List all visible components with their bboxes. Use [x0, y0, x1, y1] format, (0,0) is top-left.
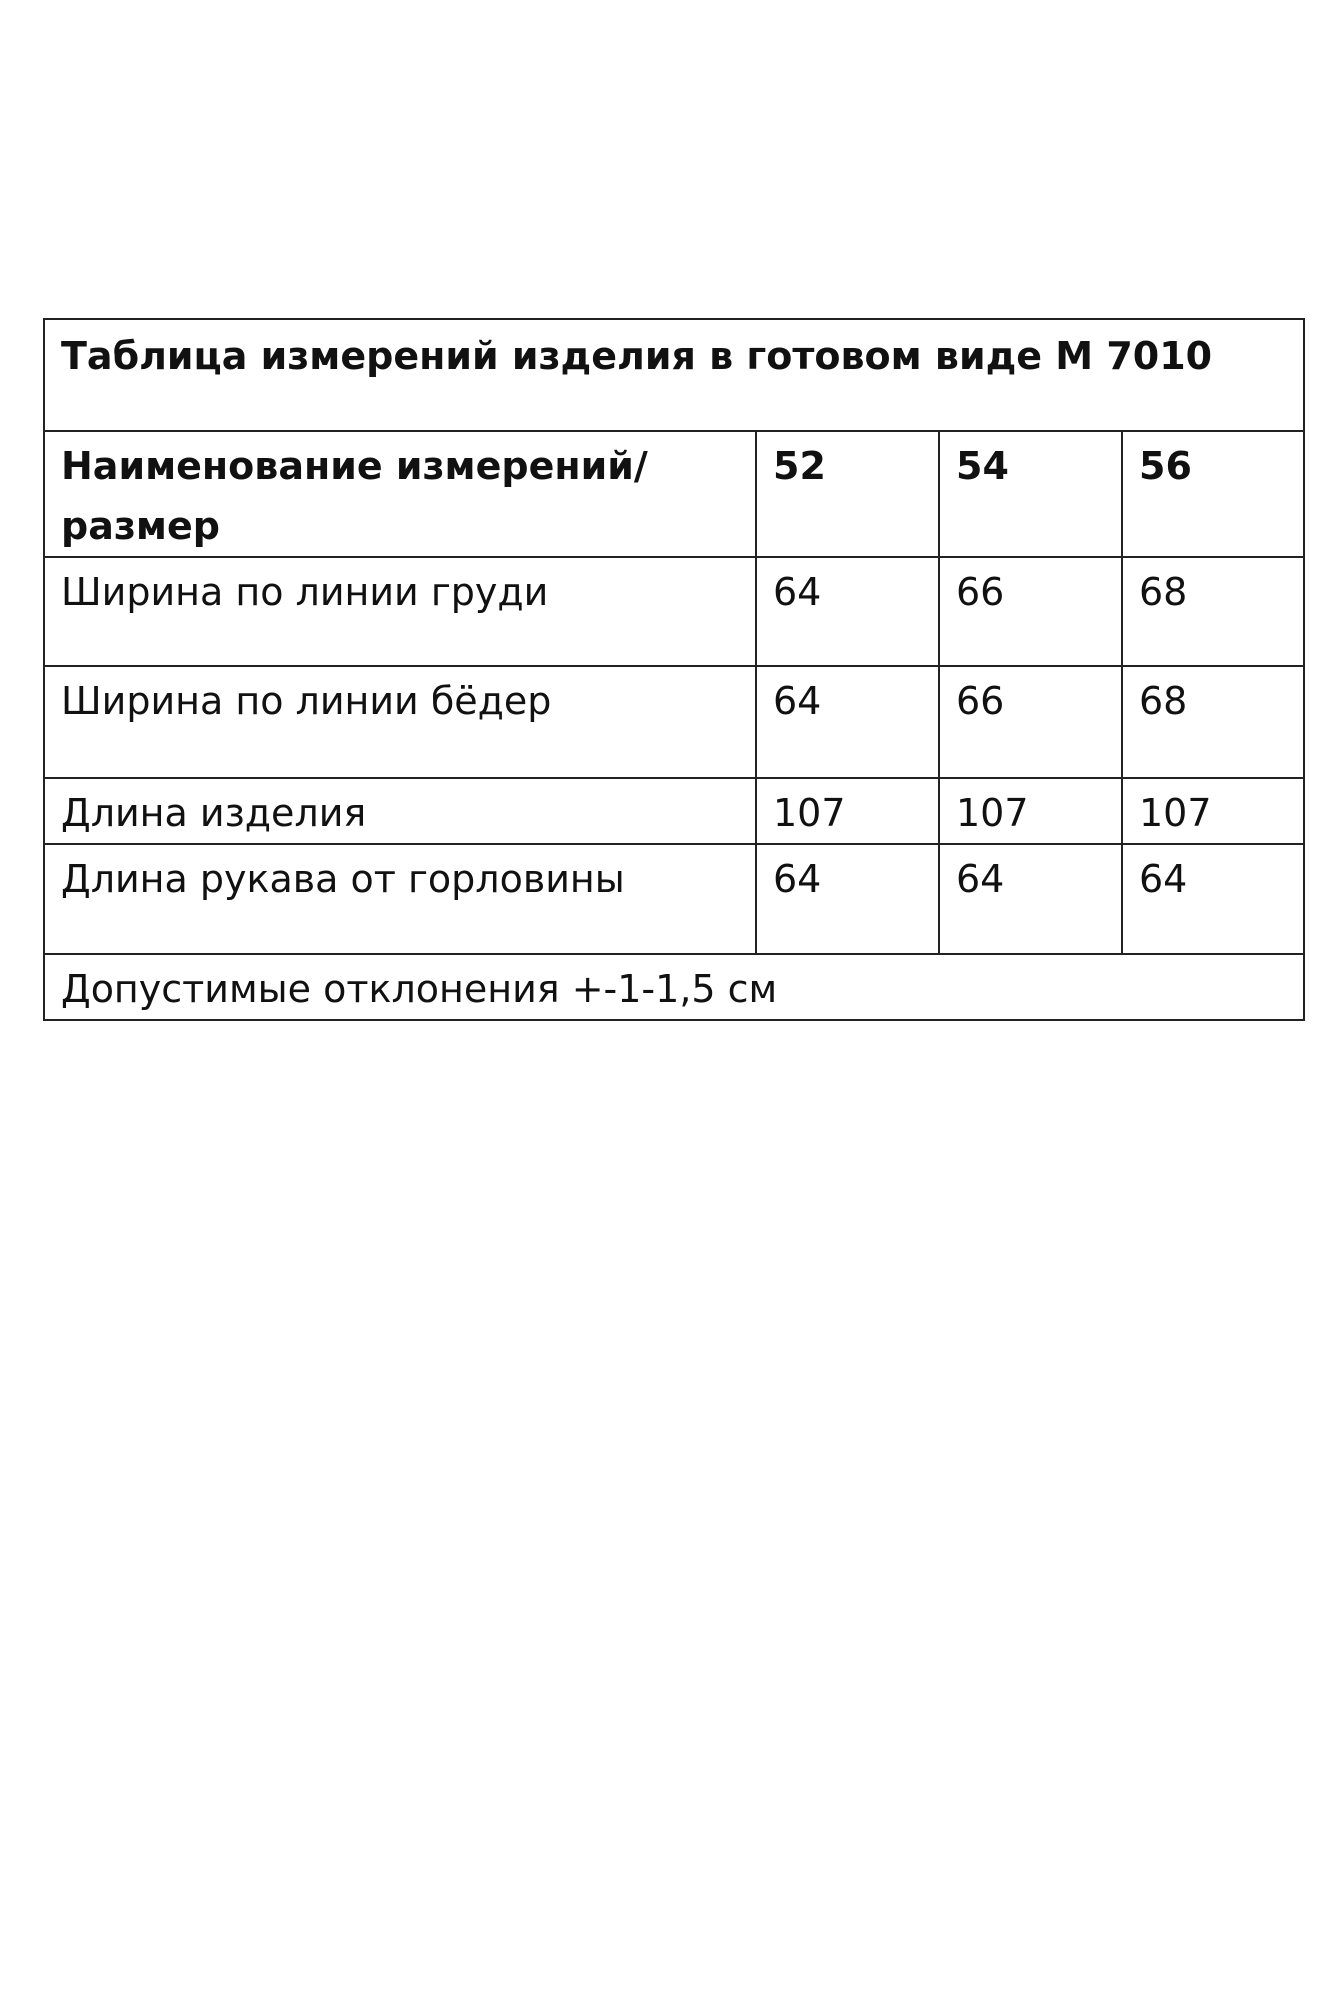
row-value: 107: [756, 778, 939, 844]
row-value: 64: [939, 844, 1122, 954]
table-row-garment-length: [44, 778, 1304, 844]
header-size-52: 52: [756, 431, 939, 557]
header-size-56: 56: [1122, 431, 1304, 557]
table-header-row: [44, 431, 1304, 557]
row-value: 64: [756, 666, 939, 778]
row-value: 68: [1122, 666, 1304, 778]
row-value: 66: [939, 666, 1122, 778]
header-size-54: 54: [939, 431, 1122, 557]
row-value: 107: [939, 778, 1122, 844]
row-value: 107: [1122, 778, 1304, 844]
row-value: 68: [1122, 557, 1304, 666]
header-name-column: Наименование измерений/размер: [44, 431, 756, 557]
row-value: 64: [1122, 844, 1304, 954]
table-row-sleeve-length: [44, 844, 1304, 954]
table-row-hip-width: [44, 666, 1304, 778]
row-label: Ширина по линии груди: [44, 557, 756, 666]
row-label: Длина изделия: [44, 778, 756, 844]
row-value: 64: [756, 844, 939, 954]
row-label: Длина рукава от горловины: [44, 844, 756, 954]
table-row-chest-width: [44, 557, 1304, 666]
table-title: Таблица измерений изделия в готовом виде М 7010: [44, 319, 1304, 431]
measurement-table: [43, 318, 1305, 1021]
row-value: 66: [939, 557, 1122, 666]
row-value: 64: [756, 557, 939, 666]
table-title-row: [44, 319, 1304, 431]
tolerance-note: Допустимые отклонения +-1-1,5 см: [44, 954, 1304, 1020]
table-note-row: [44, 954, 1304, 1020]
row-label: Ширина по линии бёдер: [44, 666, 756, 778]
